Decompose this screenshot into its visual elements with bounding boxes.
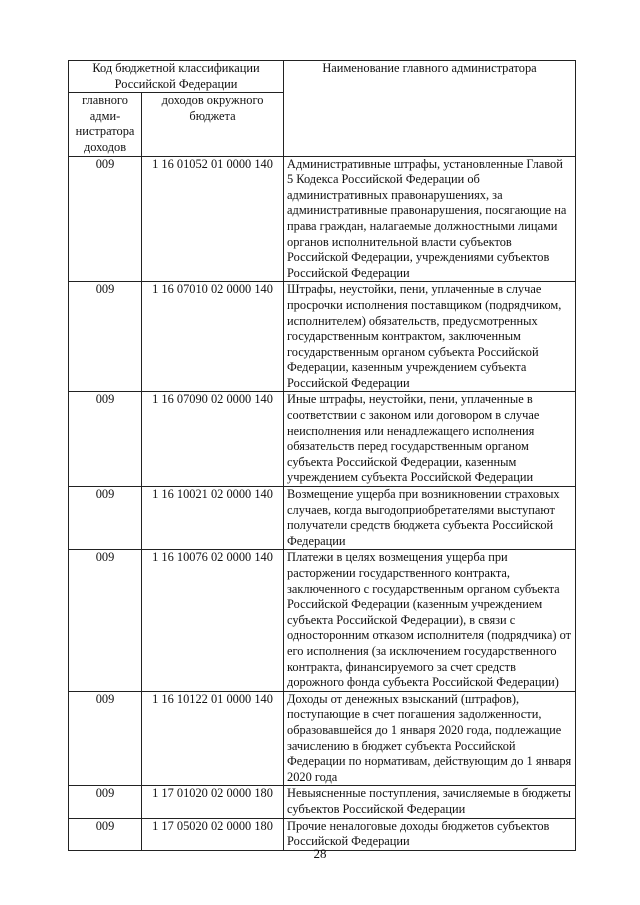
table-row	[69, 156, 576, 282]
income-code-cell: 1 16 07090 02 0000 140	[142, 392, 284, 487]
admin-name-cell: Невыясненные поступления, зачисляемые в бюджеты субъектов Российской Федерации	[284, 786, 576, 818]
table-row	[69, 550, 576, 691]
admin-code-header: главного адми-нистратора доходов	[69, 93, 142, 156]
admin-name-cell: Доходы от денежных взысканий (штрафов), поступающие в счет погашения задолженности, образовавшейся до 1 января 2020 года, подлежащие зачислению в бюджет субъекта Российской Федерации по нормативам, действующим до 1 января 2020 года	[284, 691, 576, 786]
admin-code-cell: 009	[69, 487, 142, 550]
admin-code-cell: 009	[69, 818, 142, 850]
admin-name-cell: Иные штрафы, неустойки, пени, уплаченные в соответствии с законом или договором в случае неисполнения или ненадлежащего исполнения обязательств перед государственным органом субъекта Российской Федерации, казенным учреждением субъекта Российской Федерации	[284, 392, 576, 487]
income-code-cell: 1 16 07010 02 0000 140	[142, 282, 284, 392]
table-header	[69, 61, 576, 157]
admin-name-header: Наименование главного администратора	[284, 61, 576, 157]
table-row	[69, 392, 576, 487]
income-code-cell: 1 16 10122 01 0000 140	[142, 691, 284, 786]
admin-name-cell: Платежи в целях возмещения ущерба при расторжении государственного контракта, заключенного с государственным органом субъекта Российской Федерации (казенным учреждением субъекта Российской Федерации), в связи с односторонним отказом исполнителя (подрядчика) от его исполнения (за исключением государственного контракта, финансируемого за счет средств дорожного фонда субъекта Российской Федерации)	[284, 550, 576, 691]
table-row	[69, 786, 576, 818]
admin-code-cell: 009	[69, 786, 142, 818]
income-code-cell: 1 17 05020 02 0000 180	[142, 818, 284, 850]
budget-classification-table	[68, 60, 576, 851]
admin-code-cell: 009	[69, 550, 142, 691]
income-code-cell: 1 16 10076 02 0000 140	[142, 550, 284, 691]
admin-code-cell: 009	[69, 392, 142, 487]
table-row	[69, 282, 576, 392]
income-code-header: доходов окружного бюджета	[142, 93, 284, 156]
budget-code-group-header: Код бюджетной классификации Российской Федерации	[69, 61, 284, 93]
admin-name-cell: Прочие неналоговые доходы бюджетов субъектов Российской Федерации	[284, 818, 576, 850]
admin-name-cell: Штрафы, неустойки, пени, уплаченные в случае просрочки исполнения поставщиком (подрядчиком, исполнителем) обязательств, предусмотренных государственным контрактом, заключенным государственным органом субъекта Российской Федерации, казенным учреждением субъекта Российской Федерации	[284, 282, 576, 392]
table-row	[69, 691, 576, 786]
table-row	[69, 487, 576, 550]
table-body	[69, 156, 576, 850]
page-number: 28	[313, 846, 327, 861]
admin-code-cell: 009	[69, 691, 142, 786]
admin-name-cell: Возмещение ущерба при возникновении страховых случаев, когда выгодоприобретателями выступают получатели средств бюджета субъекта Российской Федерации	[284, 487, 576, 550]
admin-code-cell: 009	[69, 282, 142, 392]
income-code-cell: 1 16 01052 01 0000 140	[142, 156, 284, 282]
admin-name-cell: Административные штрафы, установленные Главой 5 Кодекса Российской Федерации об административных правонарушениях, за административные правонарушения, посягающие на права граждан, налагаемые должностными лицами органов исполнительной власти субъектов Российской Федерации, учреждениями субъектов Российской Федерации	[284, 156, 576, 282]
table-header-row	[69, 61, 576, 93]
admin-code-cell: 009	[69, 156, 142, 282]
income-code-cell: 1 16 10021 02 0000 140	[142, 487, 284, 550]
income-code-cell: 1 17 01020 02 0000 180	[142, 786, 284, 818]
